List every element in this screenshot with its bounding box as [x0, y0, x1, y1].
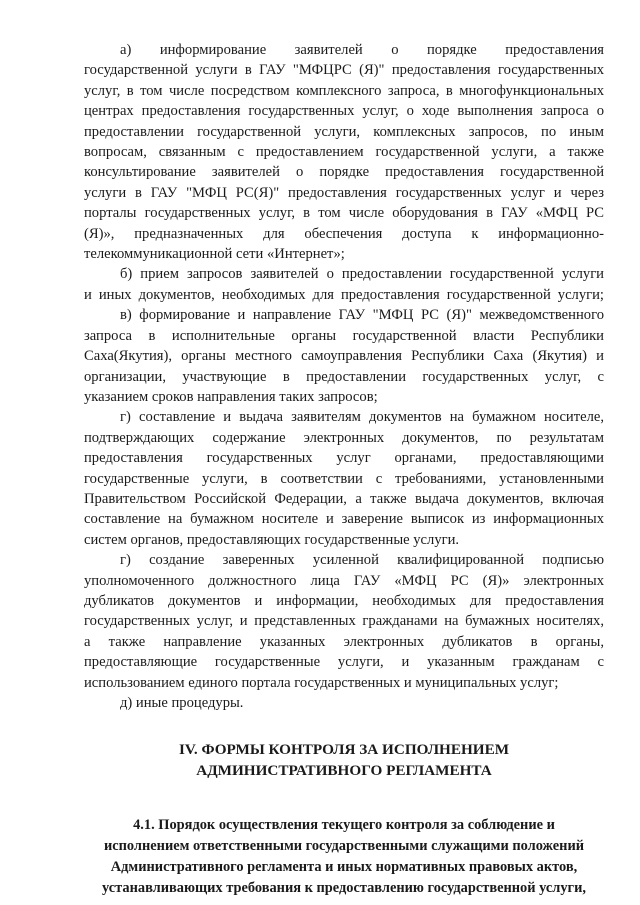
text-line: порталы государственных услуг, в том числе оборудования в ГАУ «МФЦ РС: [84, 205, 604, 222]
subsection-heading-line: 4.1. Порядок осуществления текущего контроля за соблюдение и: [133, 817, 555, 834]
text-line: предоставления государственных услуг органами, предоставляющими: [84, 450, 604, 467]
paragraph-b: [84, 264, 604, 305]
text-line: г) создание заверенных усиленной квалифицированной подписью: [120, 552, 604, 569]
text-line: услуги в ГАУ "МФЦ РС(Я)" предоставления государственных услуг и через: [84, 184, 604, 201]
text-line: г) составление и выдача заявителям документов на бумажном носителе,: [120, 409, 604, 426]
text-line: составление на бумажном носителе и заверение выписок из информационных: [84, 511, 604, 528]
paragraph-v: [84, 305, 604, 407]
text-line: (Я)», предназначенных для обеспечения доступа к информационно-: [84, 225, 604, 242]
text-line: центрах предоставления государственных услуг, о ходе выполнения запроса о: [84, 103, 604, 120]
text-line: уполномоченного должностного лица ГАУ «МФЦ РС (Я)» электронных: [84, 572, 604, 589]
text-line: государственные услуги, в соответствии с требованиями, установленными: [84, 470, 604, 487]
subsection-heading-line: исполнением ответственными государственными служащими положений: [103, 838, 585, 855]
paragraph-a: [84, 40, 604, 264]
text-line: телекоммуникационной сети «Интернет»;: [84, 246, 345, 263]
text-line: и иных документов, необходимых для предоставления государственной услуги;: [84, 286, 604, 303]
text-line: услуг, в том числе посредством комплексного запроса, в многофункциональных: [84, 82, 604, 99]
subsection-heading-line: устанавливающих требования к предоставлению государственной услуги,: [102, 880, 586, 897]
text-line: предоставляющие государственные услуги, и указанным гражданам с: [84, 654, 604, 671]
subsection-heading: [84, 815, 604, 899]
text-line: подтверждающих содержание электронных документов, по результатам: [84, 429, 604, 446]
text-line: вопросам, связанным с предоставлением государственной услуги, а также: [84, 144, 604, 161]
text-line: запроса в исполнительные органы государственной власти Республики: [84, 327, 604, 344]
section-heading: [84, 739, 604, 781]
text-line: государственной услуги в ГАУ "МФЦРС (Я)" предоставления государственных: [84, 62, 604, 79]
text-line: а также направление указанных электронных дубликатов в органы,: [84, 633, 604, 650]
text-line: дубликатов документов и информации, необходимых для предоставления: [84, 592, 604, 609]
paragraph-g: [84, 407, 604, 550]
text-line: а) информирование заявителей о порядке предоставления: [120, 42, 604, 58]
text-line: систем органов, предоставляющих государственные услуги.: [84, 531, 460, 548]
section-heading-line: IV. ФОРМЫ КОНТРОЛЯ ЗА ИСПОЛНЕНИЕМ: [178, 741, 510, 759]
text-line: д) иные процедуры.: [120, 695, 244, 711]
text-line: государственных услуг, и представленных гражданами на бумажных носителях,: [84, 613, 604, 630]
text-line: указанием сроков направления таких запросов;: [84, 388, 378, 405]
text-line: Саха(Якутия), органы местного самоуправления Республики Саха (Якутия) и: [84, 348, 604, 365]
text-line: консультирование заявителей о порядке предоставления государственной: [84, 164, 604, 181]
text-line: б) прием запросов заявителей о предоставлении государственной услуги: [120, 266, 604, 283]
text-line: организации, участвующие в предоставлении государственных услуг, с: [84, 368, 604, 385]
text-line: использованием единого портала государственных и муниципальных услуг;: [84, 674, 559, 691]
text-line: Правительством Российской Федерации, а также выдача документов, включая: [84, 490, 604, 507]
paragraph-d: [84, 693, 604, 713]
text-line: предоставлении государственной услуги, комплексных запросов, по иным: [84, 123, 604, 140]
paragraph-g2: [84, 550, 604, 693]
subsection-heading-line: Административного регламента и иных нормативных правовых актов,: [110, 859, 578, 876]
section-heading-line: АДМИНИСТРАТИВНОГО РЕГЛАМЕНТА: [196, 762, 492, 780]
text-line: в) формирование и направление ГАУ "МФЦ РС (Я)" межведомственного: [120, 307, 604, 324]
